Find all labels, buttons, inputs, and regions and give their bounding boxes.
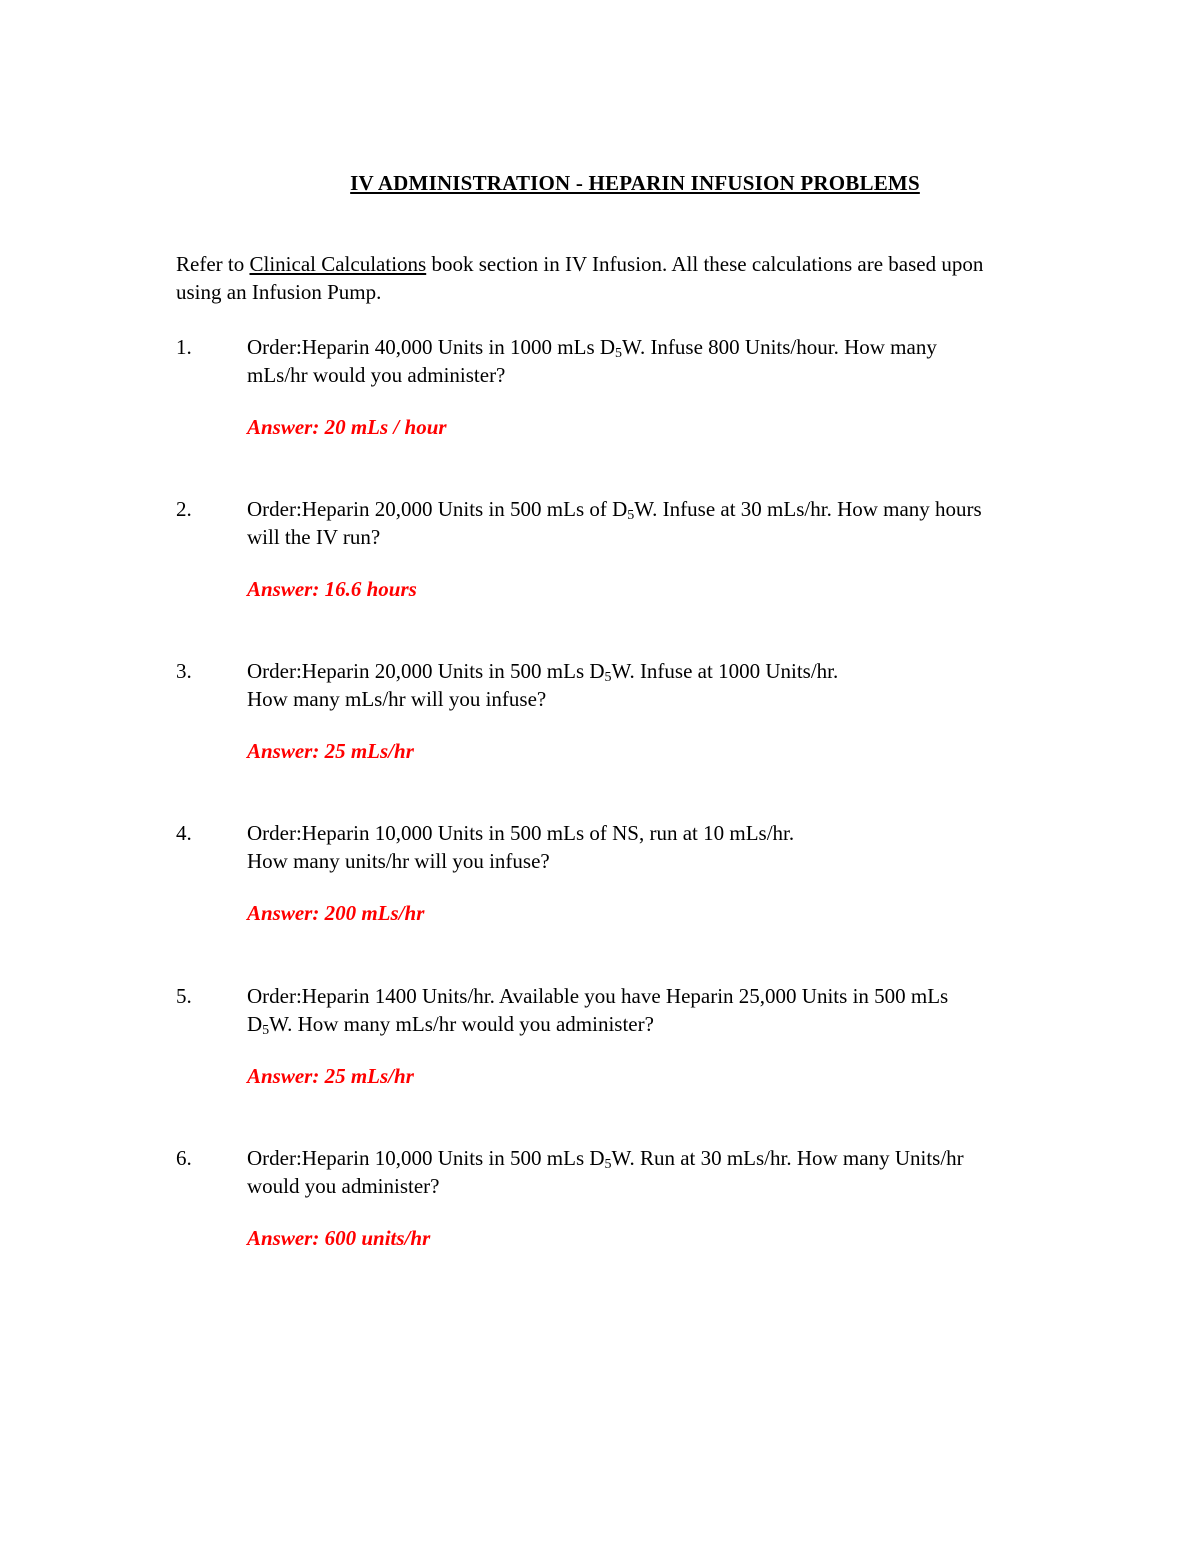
problem-number: 5. — [176, 984, 192, 1008]
question-line-2: How many mLs/hr will you infuse? — [247, 687, 547, 711]
question-line-1 — [247, 1144, 1097, 1172]
question-text: D — [247, 1012, 263, 1036]
question-line-1 — [247, 333, 1097, 361]
subscript: 5 — [604, 1157, 612, 1172]
problem-question — [247, 333, 1097, 389]
question-text: Order:Heparin 20,000 Units in 500 mLs of D — [247, 497, 628, 521]
question-text: Order:Heparin 10,000 Units in 500 mLs D — [247, 1146, 605, 1170]
question-line-1 — [247, 982, 1097, 1010]
problem-number: 6. — [176, 1146, 192, 1170]
question-line-1 — [247, 657, 1097, 685]
problem-answer: Answer: 20 mLs / hour — [247, 415, 447, 439]
intro-prefix: Refer to — [176, 252, 250, 276]
question-text: Order:Heparin 40,000 Units in 1000 mLs D — [247, 335, 616, 359]
intro-line-1 — [176, 250, 1106, 278]
problem-question — [247, 1144, 1097, 1200]
intro-suffix: book section in IV Infusion. All these calculations are based upon — [426, 252, 984, 276]
page-title: IV ADMINISTRATION - HEPARIN INFUSION PROBLEMS — [350, 171, 920, 195]
problem-question — [247, 982, 1097, 1038]
problem-number: 4. — [176, 821, 192, 845]
problem-number: 2. — [176, 497, 192, 521]
problem-number: 1. — [176, 335, 192, 359]
problem-question — [247, 495, 1097, 551]
problem-question — [247, 819, 1097, 875]
question-line-2: mLs/hr would you administer? — [247, 363, 506, 387]
question-line-2: How many units/hr will you infuse? — [247, 849, 550, 873]
problem-answer: Answer: 16.6 hours — [247, 577, 417, 601]
question-text: Order:Heparin 20,000 Units in 500 mLs D — [247, 659, 605, 683]
question-text: W. Run at 30 mLs/hr. How many Units/hr — [611, 1146, 964, 1170]
problem-number: 3. — [176, 659, 192, 683]
problem-answer: Answer: 25 mLs/hr — [247, 1064, 414, 1088]
subscript: 5 — [604, 670, 612, 685]
question-line-2: would you administer? — [247, 1174, 440, 1198]
question-line-2 — [247, 1010, 1097, 1038]
subscript: 5 — [262, 1023, 270, 1038]
question-text: W. How many mLs/hr would you administer? — [269, 1012, 654, 1036]
question-text: W. Infuse 800 Units/hour. How many — [622, 335, 937, 359]
question-line-1 — [247, 819, 1097, 847]
question-text: Order:Heparin 10,000 Units in 500 mLs of NS, run at 10 mLs/hr. — [247, 821, 795, 845]
subscript: 5 — [615, 346, 623, 361]
problem-answer: Answer: 200 mLs/hr — [247, 901, 425, 925]
question-text: Order:Heparin 1400 Units/hr. Available you have Heparin 25,000 Units in 500 mLs — [247, 984, 949, 1008]
problem-answer: Answer: 600 units/hr — [247, 1226, 431, 1250]
question-text: W. Infuse at 1000 Units/hr. — [611, 659, 839, 683]
subscript: 5 — [627, 508, 635, 523]
question-text: W. Infuse at 30 mLs/hr. How many hours — [634, 497, 982, 521]
problem-question — [247, 657, 1097, 713]
intro-line-2: using an Infusion Pump. — [176, 280, 382, 304]
intro-paragraph — [176, 250, 1106, 306]
question-line-2: will the IV run? — [247, 525, 381, 549]
problem-answer: Answer: 25 mLs/hr — [247, 739, 414, 763]
book-title: Clinical Calculations — [249, 252, 427, 276]
question-line-1 — [247, 495, 1097, 523]
